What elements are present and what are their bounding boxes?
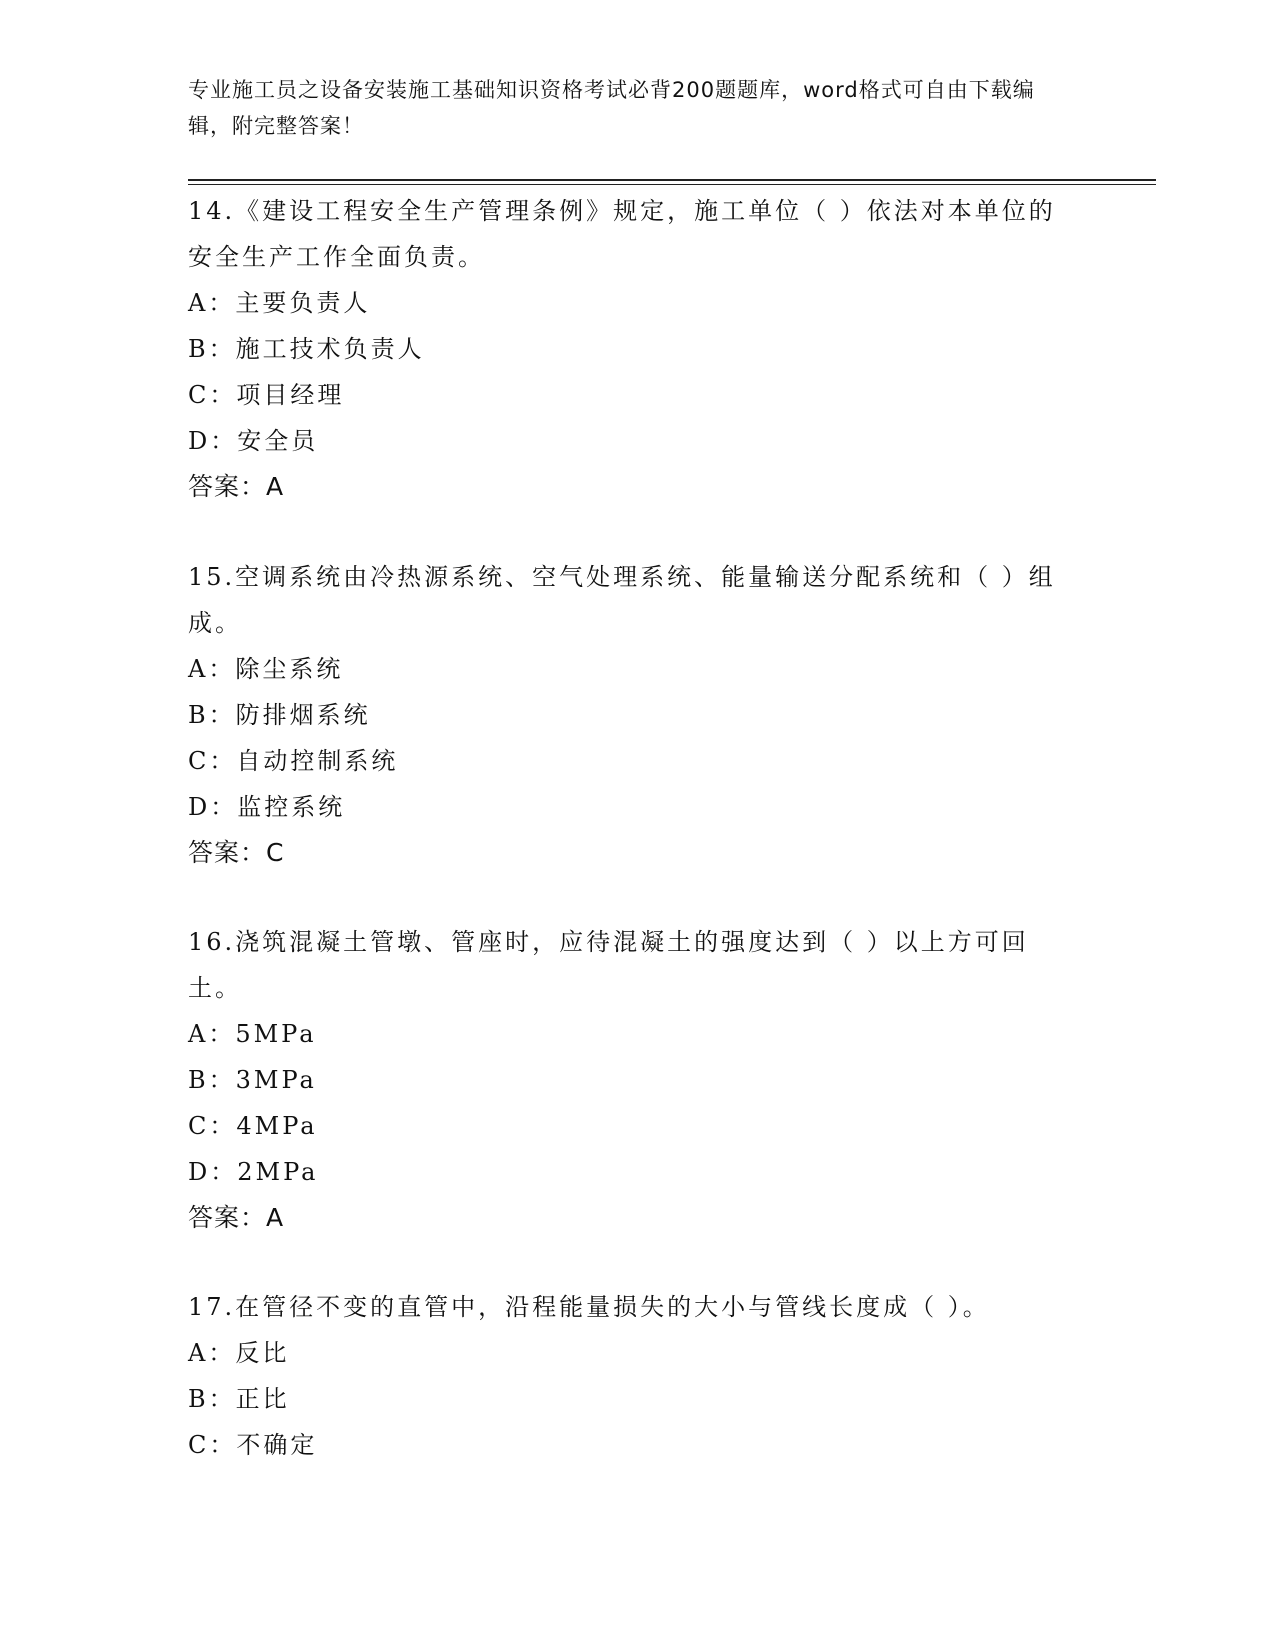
- question-stem: 14.《建设工程安全生产管理条例》规定，施工单位（ ）依法对本单位的安全生产工作全面负责。: [188, 197, 1056, 271]
- question-stem: 17.在管径不变的直管中，沿程能量损失的大小与管线长度成（ ）。: [188, 1293, 990, 1321]
- question-stem: 16.浇筑混凝土管墩、管座时，应待混凝土的强度达到（ ）以上方可回土。: [188, 928, 1029, 1002]
- option-c: C：自动控制系统: [188, 747, 399, 775]
- question-17: [188, 1284, 1068, 1468]
- question-15: [188, 554, 1068, 876]
- document-header: 专业施工员之设备安装施工基础知识资格考试必背200题题库，word格式可自由下载编辑，附完整答案！: [188, 78, 1035, 138]
- option-d: D：安全员: [188, 427, 319, 455]
- answer: 答案：A: [188, 1203, 285, 1232]
- header-rule-thin: [188, 184, 1156, 185]
- question-14: [188, 188, 1068, 510]
- option-a: A：反比: [188, 1339, 290, 1367]
- header-rule-thick: [188, 179, 1156, 181]
- option-b: B：防排烟系统: [188, 701, 371, 729]
- option-a: A：除尘系统: [188, 655, 344, 683]
- question-16: [188, 919, 1068, 1241]
- option-b: B：3MPa: [188, 1066, 317, 1094]
- option-c: C：不确定: [188, 1431, 318, 1459]
- answer: 答案：C: [188, 838, 285, 867]
- question-stem: 15.空调系统由冷热源系统、空气处理系统、能量输送分配系统和（ ）组成。: [188, 563, 1056, 637]
- option-a: A：主要负责人: [188, 289, 371, 317]
- option-a: A：5MPa: [188, 1020, 317, 1048]
- option-c: C：项目经理: [188, 381, 345, 409]
- answer: 答案：A: [188, 472, 285, 501]
- option-b: B：正比: [188, 1385, 290, 1413]
- option-c: C：4MPa: [188, 1112, 318, 1140]
- option-b: B：施工技术负责人: [188, 335, 425, 363]
- option-d: D：2MPa: [188, 1158, 319, 1186]
- option-d: D：监控系统: [188, 793, 346, 821]
